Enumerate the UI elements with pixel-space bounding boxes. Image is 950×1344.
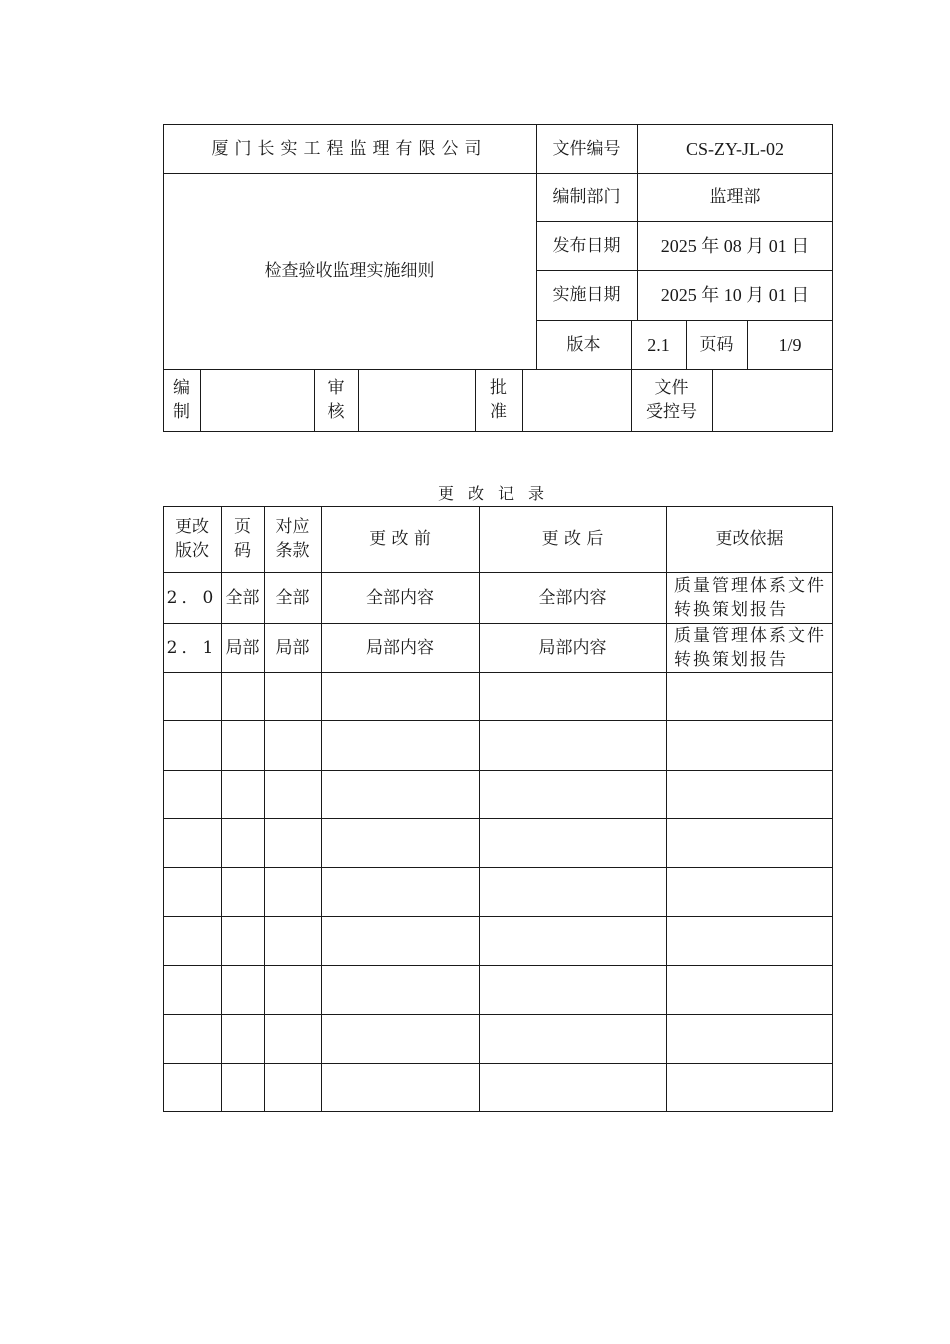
cell-basis: [666, 672, 833, 720]
column-header-line: 版次: [175, 541, 209, 561]
cell-page: [221, 770, 264, 818]
version-value: 2.1: [647, 334, 670, 355]
cell-clause: [264, 720, 321, 770]
column-header-line: 更改依据: [715, 529, 784, 549]
column-header-revision: [163, 506, 221, 572]
column-header-after: [479, 506, 666, 572]
column-header-line: 更改: [175, 517, 209, 537]
cell-clause: [264, 1063, 321, 1112]
cell-basis: [666, 916, 833, 965]
header-table: [163, 124, 833, 432]
column-header-line: 页: [234, 517, 251, 537]
cell-after: [479, 1014, 666, 1063]
control-no-label-line2: 受控号: [646, 402, 697, 422]
cell-before: [321, 965, 479, 1014]
cell-after: [479, 965, 666, 1014]
effective-date-value: 2025 年 10 月 01 日: [660, 285, 810, 305]
cell-after: [479, 916, 666, 965]
publish-date-value: 2025 年 08 月 01 日: [660, 235, 810, 256]
control-no-label-line1: 文件: [654, 378, 689, 398]
cell-after: [479, 720, 666, 770]
cell-before: [321, 720, 479, 770]
company-name: 厦门长实工程监理有限公司: [211, 138, 488, 159]
cell-revision: [163, 916, 221, 965]
column-header-line: 更 改 后: [541, 529, 604, 549]
column-header-basis: [666, 506, 833, 572]
compile-label-line2: 制: [173, 402, 190, 422]
cell-page: [221, 1014, 264, 1063]
column-header-line: 码: [234, 541, 251, 561]
approve-label-line1: 批: [490, 378, 507, 398]
cell-revision: [163, 1014, 221, 1063]
column-header-line: 条款: [275, 541, 310, 561]
cell-clause: [264, 818, 321, 867]
review-label-line1: 审: [327, 378, 345, 398]
cell-basis: 质量管理体系文件转换策划报告: [674, 625, 826, 670]
review-label-line2: 核: [327, 402, 345, 422]
approve-label-line2: 准: [490, 402, 507, 422]
cell-revision: [163, 720, 221, 770]
cell-basis: 质量管理体系文件转换策划报告: [674, 575, 826, 620]
page-label: 页码: [699, 334, 734, 355]
version-label: 版本: [566, 334, 601, 355]
cell-page: [221, 818, 264, 867]
cell-before: [321, 1014, 479, 1063]
cell-clause: [264, 1014, 321, 1063]
column-header-line: 对应: [275, 517, 310, 537]
cell-basis: [666, 1014, 833, 1063]
cell-after: 局部内容: [538, 637, 607, 658]
cell-revision: [163, 818, 221, 867]
cell-before: [321, 672, 479, 720]
cell-page: [221, 672, 264, 720]
cell-after: [479, 867, 666, 916]
cell-before: [321, 770, 479, 818]
approve-label: [475, 369, 522, 431]
compile-value: [200, 369, 314, 431]
cell-revision: [163, 1063, 221, 1112]
cell-basis: [666, 720, 833, 770]
review-value: [358, 369, 475, 431]
cell-after: [479, 770, 666, 818]
doc-no-label: 文件编号: [552, 138, 621, 159]
cell-before: 局部内容: [366, 637, 434, 658]
cell-page: 局部: [225, 637, 260, 658]
cell-clause: 局部: [275, 637, 310, 658]
cell-basis: [666, 1063, 833, 1112]
cell-revision: [163, 867, 221, 916]
cell-basis: [666, 818, 833, 867]
cell-clause: [264, 770, 321, 818]
cell-basis: [666, 770, 833, 818]
cell-page: [221, 965, 264, 1014]
cell-revision: [163, 770, 221, 818]
cell-after: 全部内容: [538, 587, 607, 608]
cell-clause: [264, 965, 321, 1014]
cell-clause: [264, 672, 321, 720]
cell-before: [321, 1063, 479, 1112]
compile-label: [163, 369, 200, 431]
publish-date-label: 发布日期: [552, 235, 621, 256]
control-no-label: [631, 369, 712, 431]
page-value: 1/9: [778, 334, 802, 355]
cell-page: [221, 916, 264, 965]
cell-basis: [666, 965, 833, 1014]
change-record-table: [163, 506, 833, 1112]
column-header-line: 更 改 前: [369, 529, 431, 549]
cell-page: [221, 1063, 264, 1112]
cell-revision: [163, 672, 221, 720]
approve-value: [522, 369, 631, 431]
cell-after: [479, 818, 666, 867]
review-label: [314, 369, 358, 431]
cell-revision: [163, 965, 221, 1014]
cell-after: [479, 672, 666, 720]
dept-value: 监理部: [709, 187, 761, 207]
cell-page: [221, 720, 264, 770]
cell-page: 全部: [225, 587, 260, 608]
column-header-before: [321, 506, 479, 572]
cell-revision: 2．0: [166, 587, 218, 608]
doc-title: 检查验收监理实施细则: [264, 261, 435, 281]
dept-label: 编制部门: [552, 187, 621, 207]
change-record-title: 更改记录: [437, 484, 558, 503]
cell-after: [479, 1063, 666, 1112]
column-header-clause: [264, 506, 321, 572]
cell-clause: [264, 867, 321, 916]
cell-page: [221, 867, 264, 916]
cell-clause: [264, 916, 321, 965]
cell-before: [321, 818, 479, 867]
cell-clause: 全部: [275, 587, 310, 608]
column-header-page: [221, 506, 264, 572]
compile-label-line1: 编: [173, 378, 190, 398]
cell-before: [321, 867, 479, 916]
cell-before: [321, 916, 479, 965]
effective-date-label: 实施日期: [552, 285, 621, 305]
doc-no-value: CS-ZY-JL-02: [686, 138, 784, 159]
cell-before: 全部内容: [366, 587, 434, 608]
control-no-value: [712, 369, 833, 431]
cell-basis: [666, 867, 833, 916]
cell-revision: 2．1: [166, 637, 218, 658]
